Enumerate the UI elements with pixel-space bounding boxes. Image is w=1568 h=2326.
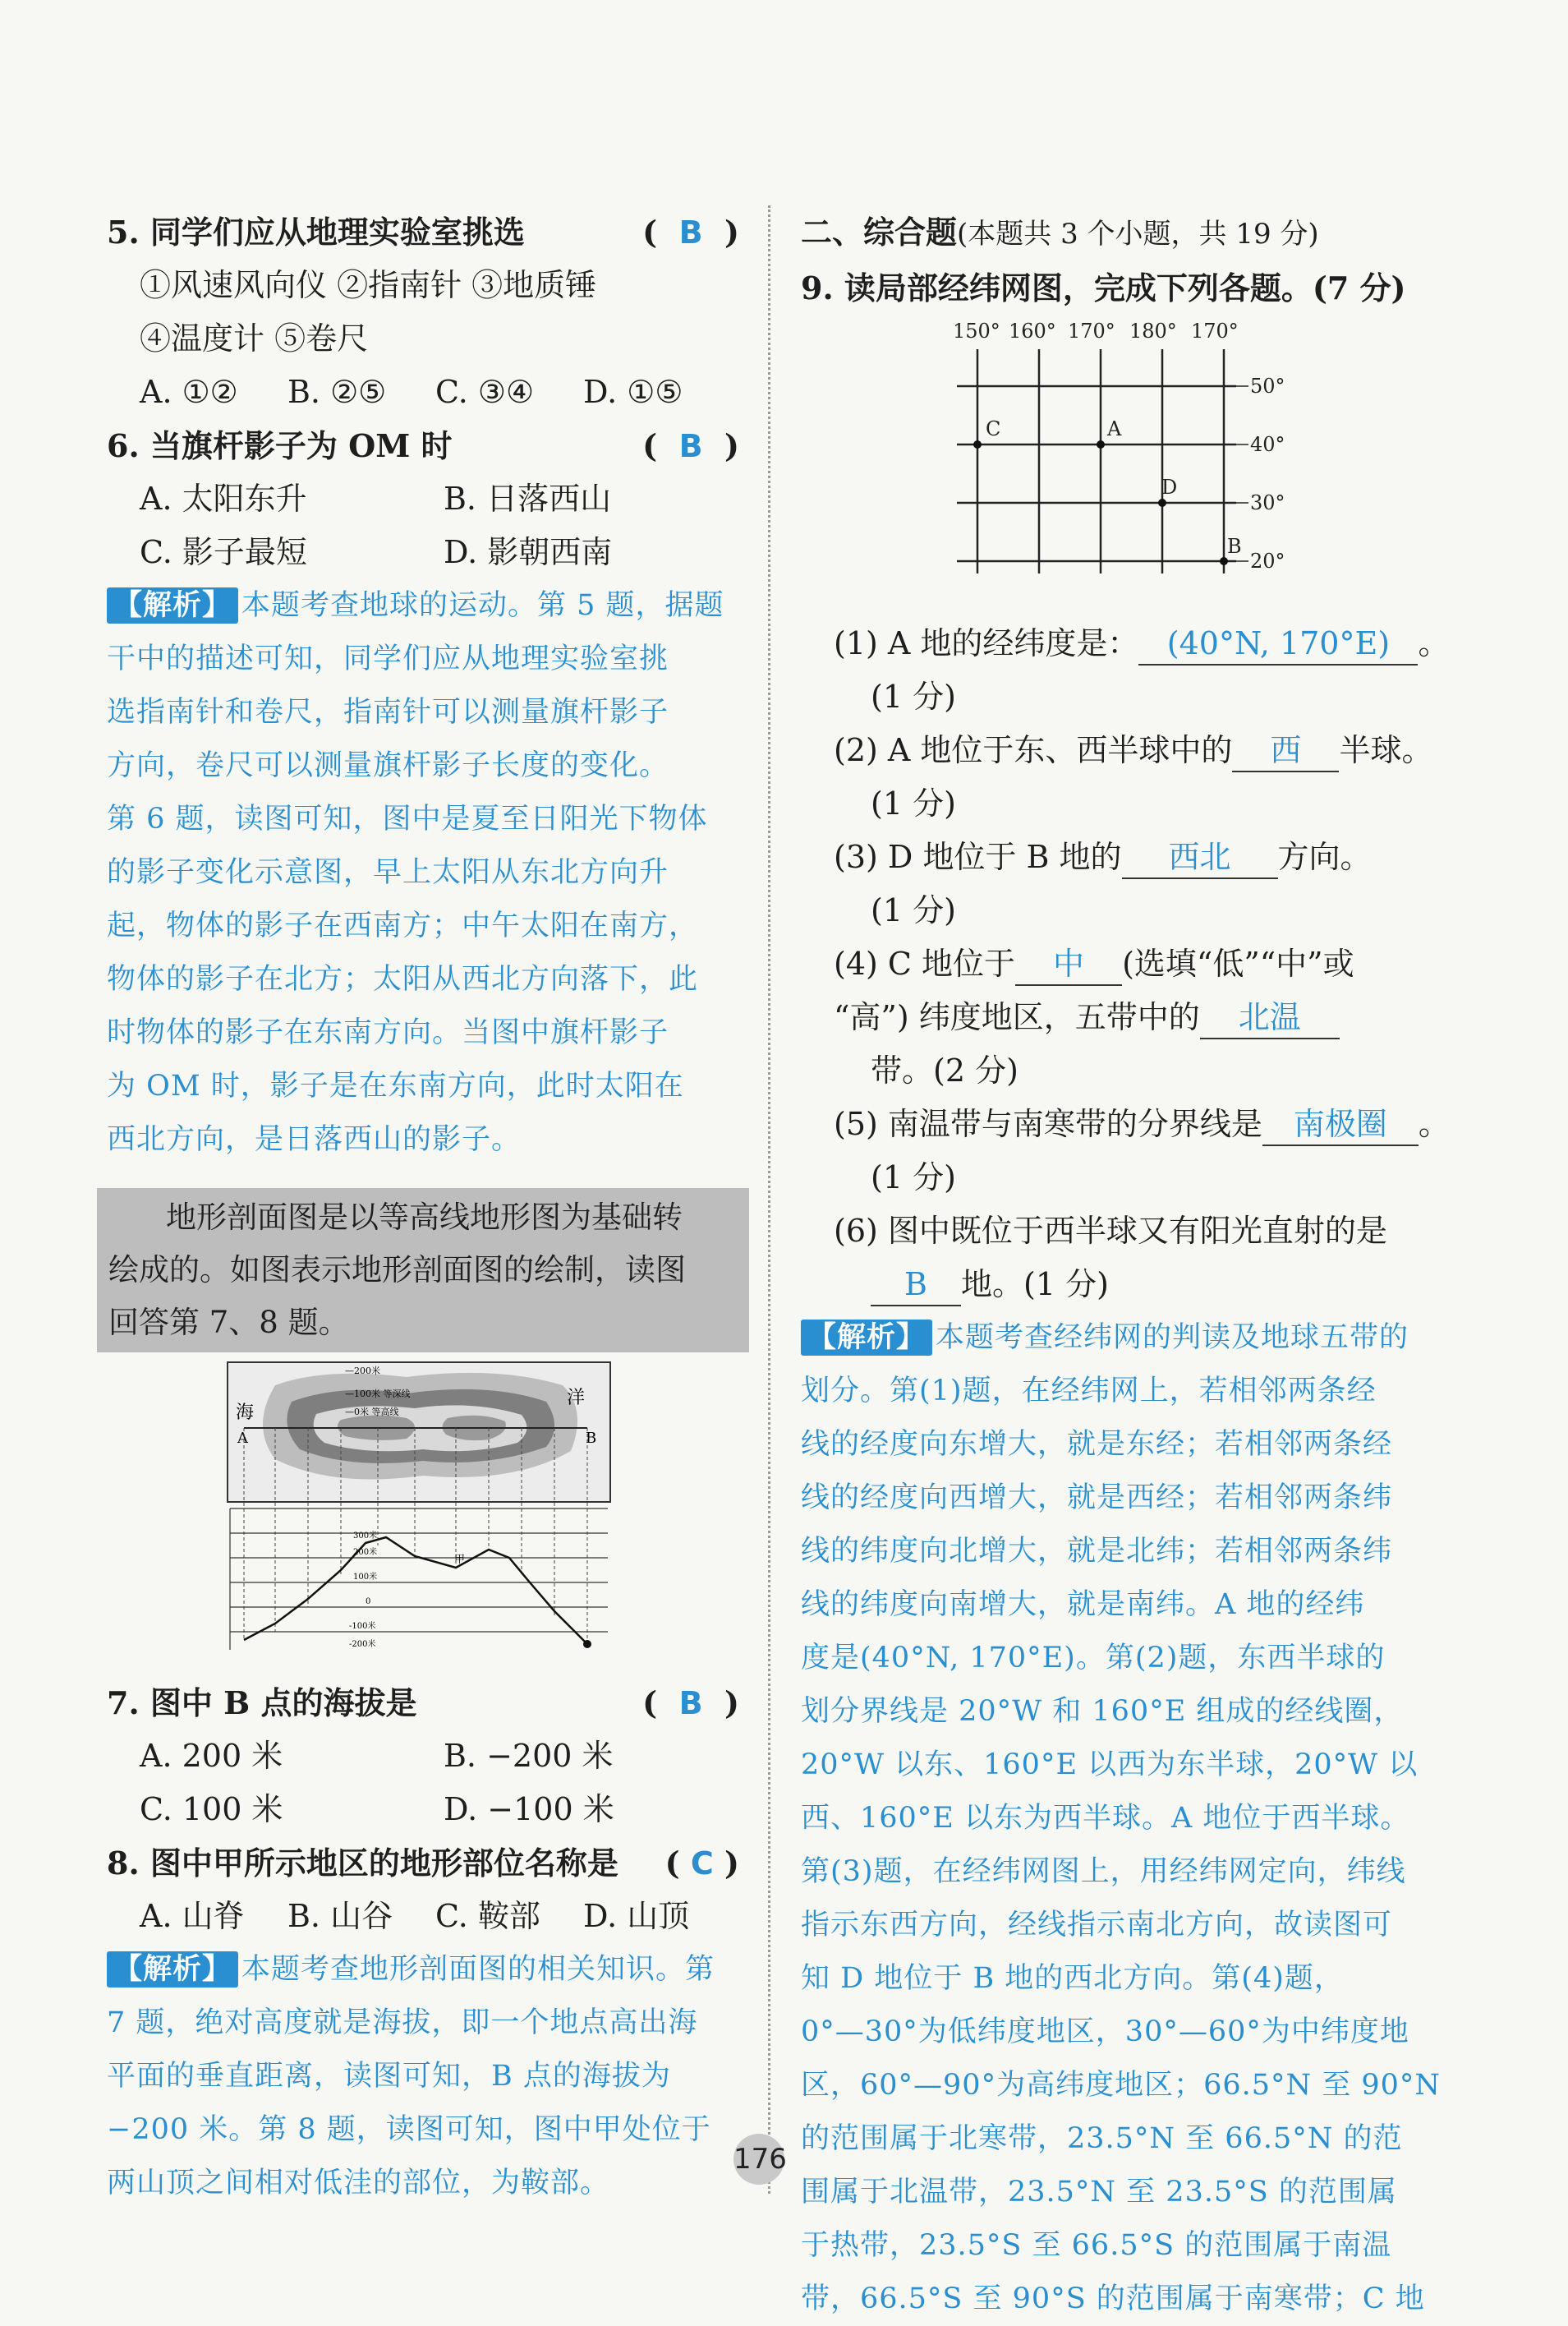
point-a-label: A <box>1107 417 1122 440</box>
right-column <box>801 205 1450 2326</box>
explanation-line: 的影子变化示意图，早上太阳从东北方向升 <box>107 856 669 889</box>
explanation-line: 本题考查地球的运动。第 5 题，据题 <box>241 589 724 622</box>
explanation-line: 起，物体的影子在西南方；中午太阳在南方， <box>107 910 699 942</box>
q8-answer-box: ( C ) <box>664 1845 739 1882</box>
y-label-minus100: -100米 <box>349 1622 376 1631</box>
q9-sub1-score: (1 分) <box>871 679 956 715</box>
q9-sub2-post: 半球。 <box>1339 732 1433 768</box>
explanation-7-8 <box>107 1943 739 2210</box>
q9-sub2-score: (1 分) <box>871 785 956 822</box>
q6-option-a: A. 太阳东升 <box>140 481 307 517</box>
lat-label-40: 40° <box>1250 433 1285 456</box>
explanation-line: 围属于北温带，23.5°N 至 23.5°S 的范围属 <box>801 2176 1397 2209</box>
explanation-line: 平面的垂直距离，读图可知，B 点的海拔为 <box>107 2060 671 2093</box>
point-c-label: C <box>986 417 1001 440</box>
q9-sub4-line2 <box>801 991 1450 1044</box>
q9-sub4 <box>801 937 1450 991</box>
q9-sub3-answer: 西北 <box>1122 836 1278 879</box>
sea-right-label: 洋 <box>567 1388 586 1408</box>
explanation-line: −200 米。第 8 题，读图可知，图中甲处位于 <box>107 2113 711 2146</box>
q5-option-a: A. ①② <box>140 374 238 410</box>
point-a <box>1097 440 1105 449</box>
point-b <box>1220 557 1228 565</box>
q9-sub4-text: (4) C 地位于 <box>834 946 1016 982</box>
q9-sub5-text: (5) 南温带与南寒带的分界线是 <box>834 1106 1262 1142</box>
q5-option-d: D. ①⑤ <box>583 374 683 410</box>
q9-sub3 <box>801 831 1450 884</box>
explanation-line: 指示东西方向，经线指示南北方向，故读图可 <box>801 1909 1393 1941</box>
explanation-line: 划分界线是 20°W 和 160°E 组成的经线圈， <box>801 1695 1404 1728</box>
q8-option-c: C. 鞍部 <box>435 1898 540 1934</box>
explanation-line: 的范围属于北寒带，23.5°N 至 66.5°N 的范 <box>801 2122 1403 2155</box>
question-8 <box>107 1836 739 1890</box>
q7-option-c: C. 100 米 <box>140 1791 283 1827</box>
explanation-line: 选指南针和卷尺，指南针可以测量旗杆影子 <box>107 696 669 729</box>
lat-label-50: 50° <box>1250 375 1285 398</box>
q9-sub4-line3: 带。(2 分) <box>871 1052 1019 1089</box>
q9-sub2-text: (2) A 地位于东、西半球中的 <box>834 732 1233 768</box>
point-b-dot <box>583 1640 591 1648</box>
q8-option-b: B. 山谷 <box>287 1898 393 1934</box>
q9-sub3-score: (1 分) <box>871 892 956 928</box>
explanation-line: 于热带，23.5°S 至 66.5°S 的范围属于南温 <box>801 2229 1392 2262</box>
q7-option-b: B. −200 米 <box>444 1738 614 1774</box>
q7-option-a: A. 200 米 <box>140 1738 283 1774</box>
q9-sub3-text: (3) D 地位于 B 地的 <box>834 839 1122 875</box>
q9-sub5-post: 。 <box>1418 1106 1450 1142</box>
question-9: 9. 读局部经纬网图，完成下列各题。(7 分) <box>801 269 1406 306</box>
lon-label-150: 150° <box>953 320 1000 343</box>
q9-sub5-score: (1 分) <box>871 1159 956 1195</box>
q9-sub4-answer2: 北温 <box>1200 997 1340 1039</box>
section-2-note: (本题共 3 个小题，共 19 分) <box>957 218 1319 251</box>
explanation-line: 时物体的影子在东南方向。当图中旗杆影子 <box>107 1016 669 1049</box>
q7-options-row1 <box>107 1730 739 1783</box>
y-label-minus200: -200米 <box>349 1640 376 1649</box>
profile-figure <box>107 1361 739 1673</box>
point-b-label: B <box>586 1430 597 1447</box>
y-label-0: 0 <box>366 1597 371 1606</box>
point-a-label: A <box>237 1430 248 1447</box>
q5-option-b: B. ②⑤ <box>287 374 387 410</box>
explanation-line: 线的纬度向北增大，就是北纬；若相邻两条纬 <box>801 1535 1393 1568</box>
sea-left-label: 海 <box>236 1403 255 1423</box>
explanation-line: 西、160°E 以东为西半球。A 地位于西半球。 <box>801 1802 1410 1835</box>
q8-option-a: A. 山脊 <box>140 1898 245 1934</box>
lon-label-170: 170° <box>1068 320 1115 343</box>
q6-option-c: C. 影子最短 <box>140 534 307 570</box>
q6-option-b: B. 日落西山 <box>444 481 612 517</box>
explanation-line: 物体的影子在北方；太阳从西北方向落下，此 <box>107 963 699 996</box>
explanation-line: 线的纬度向南增大，就是南纬。A 地的经纬 <box>801 1588 1365 1621</box>
explanation-line: 干中的描述可知，同学们应从地理实验室挑 <box>107 643 669 675</box>
lat-lon-grid-figure <box>801 315 1450 610</box>
q8-option-d: D. 山顶 <box>583 1898 690 1934</box>
q5-options <box>107 366 739 419</box>
q9-sub1-text: (1) A 地的经纬度是： <box>834 625 1139 661</box>
point-d <box>1158 499 1166 507</box>
q7-answer-box: ( B ) <box>642 1684 739 1721</box>
q6-answer: B <box>678 428 703 464</box>
column-divider <box>768 205 770 2194</box>
explanation-9 <box>801 1311 1450 2326</box>
intro-7-8 <box>97 1188 749 1352</box>
q6-option-d: D. 影朝西南 <box>444 534 613 570</box>
q9-sub4-mid: (选填“低”“中”或 <box>1122 946 1354 982</box>
q5-stem: 5. 同学们应从地理实验室挑选 <box>107 214 525 251</box>
q8-stem: 8. 图中甲所示地区的地形部位名称是 <box>107 1845 618 1882</box>
explanation-tag: 【解析】 <box>107 1951 238 1987</box>
q9-sub2-answer: 西 <box>1232 730 1339 772</box>
q7-stem: 7. 图中 B 点的海拔是 <box>107 1684 417 1721</box>
q9-sub4-answer: 中 <box>1015 943 1122 986</box>
legend-0: —0米 等高线 <box>345 1407 399 1417</box>
explanation-line: 本题考查经纬网的判读及地球五带的 <box>936 1321 1409 1354</box>
explanation-tag: 【解析】 <box>107 587 238 624</box>
q9-sub6-post: 地。(1 分) <box>961 1266 1109 1302</box>
q9-sub6-answer: B <box>871 1264 961 1306</box>
explanation-line: 线的经度向西增大，就是西经；若相邻两条纬 <box>801 1481 1393 1514</box>
explanation-line: 两山顶之间相对低洼的部位，为鞍部。 <box>107 2167 610 2199</box>
explanation-line: 划分。第(1)题，在经纬网上，若相邻两条经 <box>801 1375 1377 1407</box>
lat-label-20: 20° <box>1250 550 1285 573</box>
q9-sub1-post: 。 <box>1418 625 1450 661</box>
q6-stem: 6. 当旗杆影子为 OM 时 <box>107 427 453 464</box>
lon-labels <box>953 320 1239 343</box>
q5-answer: B <box>678 214 703 251</box>
point-labels <box>986 417 1242 558</box>
legend-200: —200米 <box>345 1366 380 1376</box>
intro-line: 回答第 7、8 题。 <box>108 1305 349 1340</box>
profile-grid <box>230 1508 608 1650</box>
lon-label-160: 160° <box>1009 320 1056 343</box>
explanation-line: 带，66.5°S 至 90°S 的范围属于南寒带；C 地 <box>801 2282 1425 2315</box>
profile-curve <box>244 1537 587 1644</box>
intro-line: 绘成的。如图表示地形剖面图的绘制，读图 <box>108 1252 686 1287</box>
section-2-heading: 二、综合题 <box>801 214 958 251</box>
page-number: 176 <box>733 2134 784 2185</box>
grid-lines <box>957 349 1236 573</box>
legend-100: —100米 等深线 <box>345 1389 411 1399</box>
q7-options-row2 <box>107 1783 739 1836</box>
explanation-tag: 【解析】 <box>801 1320 932 1356</box>
question-5 <box>107 205 739 259</box>
point-d-label: D <box>1161 476 1178 499</box>
left-column <box>107 205 739 2210</box>
q9-sub4-line2-text: “高”) 纬度地区，五带中的 <box>834 999 1200 1035</box>
q8-options <box>107 1890 739 1943</box>
q5-items-1: ①风速风向仪 ②指南针 ③地质锤 <box>140 267 597 303</box>
y-label-100: 100米 <box>353 1573 378 1582</box>
lat-lon-grid <box>953 315 1298 594</box>
q9-sub2 <box>801 724 1450 777</box>
intro-line: 地形剖面图是以等高线地形图为基础转 <box>166 1200 683 1235</box>
q5-answer-box: ( B ) <box>642 214 739 251</box>
explanation-line: 度是(40°N, 170°E)。第(2)题，东西半球的 <box>801 1642 1386 1674</box>
section-2-title <box>801 205 1450 261</box>
q6-options-row1 <box>107 472 739 526</box>
y-label-300: 300米 <box>353 1531 378 1541</box>
question-7 <box>107 1676 739 1730</box>
q7-answer: B <box>678 1685 703 1721</box>
point-c <box>973 440 982 449</box>
explanation-line: 20°W 以东、160°E 以西为东半球，20°W 以 <box>801 1748 1419 1781</box>
q5-items-2: ④温度计 ⑤卷尺 <box>140 320 369 357</box>
y-label-200: 200米 <box>353 1548 378 1557</box>
explanation-line: 第 6 题，读图可知，图中是夏至日阳光下物体 <box>107 803 708 836</box>
explanation-line: 西北方向，是日落西山的影子。 <box>107 1123 522 1156</box>
jia-label: 甲 <box>454 1554 466 1566</box>
q7-option-d: D. −100 米 <box>444 1791 614 1827</box>
q9-sub5 <box>801 1098 1450 1151</box>
q9-sub6-text: (6) 图中既位于西半球又有阳光直射的是 <box>834 1213 1387 1249</box>
q6-answer-box: ( B ) <box>642 427 739 464</box>
explanation-5-6 <box>107 579 739 1167</box>
lon-label-180: 180° <box>1129 320 1177 343</box>
point-b-label: B <box>1227 535 1242 558</box>
q9-sub3-post: 方向。 <box>1277 839 1372 875</box>
q9-sub6-line2 <box>801 1258 1450 1311</box>
explanation-line: 本题考查地形剖面图的相关知识。第 <box>241 1953 715 1986</box>
explanation-line: 区，60°—90°为高纬度地区；66.5°N 至 90°N <box>801 2069 1442 2102</box>
explanation-line: 0°—30°为低纬度地区，30°—60°为中纬度地 <box>801 2015 1409 2048</box>
q9-sub5-answer: 南极圈 <box>1262 1103 1419 1146</box>
q5-option-c: C. ③④ <box>435 374 535 410</box>
q9-sub1-answer: (40°N, 170°E) <box>1138 623 1418 666</box>
q8-answer: C <box>690 1845 714 1882</box>
explanation-line: 知 D 地位于 B 地的西北方向。第(4)题， <box>801 1962 1344 1995</box>
profile-diagram <box>226 1361 612 1656</box>
explanation-line: 线的经度向东增大，就是东经；若相邻两条经 <box>801 1428 1393 1461</box>
explanation-line: 7 题，绝对高度就是海拔，即一个地点高出海 <box>107 2006 698 2039</box>
explanation-line: 方向，卷尺可以测量旗杆影子长度的变化。 <box>107 749 669 782</box>
explanation-line: 为 OM 时，影子是在东南方向，此时太阳在 <box>107 1070 684 1103</box>
lon-label-170w: 170° <box>1191 320 1239 343</box>
question-6 <box>107 419 739 472</box>
q9-sub1 <box>801 617 1450 670</box>
explanation-line: 第(3)题，在经纬网图上，用经纬网定向，纬线 <box>801 1855 1406 1888</box>
lat-labels <box>1250 375 1285 573</box>
lat-label-30: 30° <box>1250 491 1285 514</box>
q6-options-row2 <box>107 526 739 579</box>
